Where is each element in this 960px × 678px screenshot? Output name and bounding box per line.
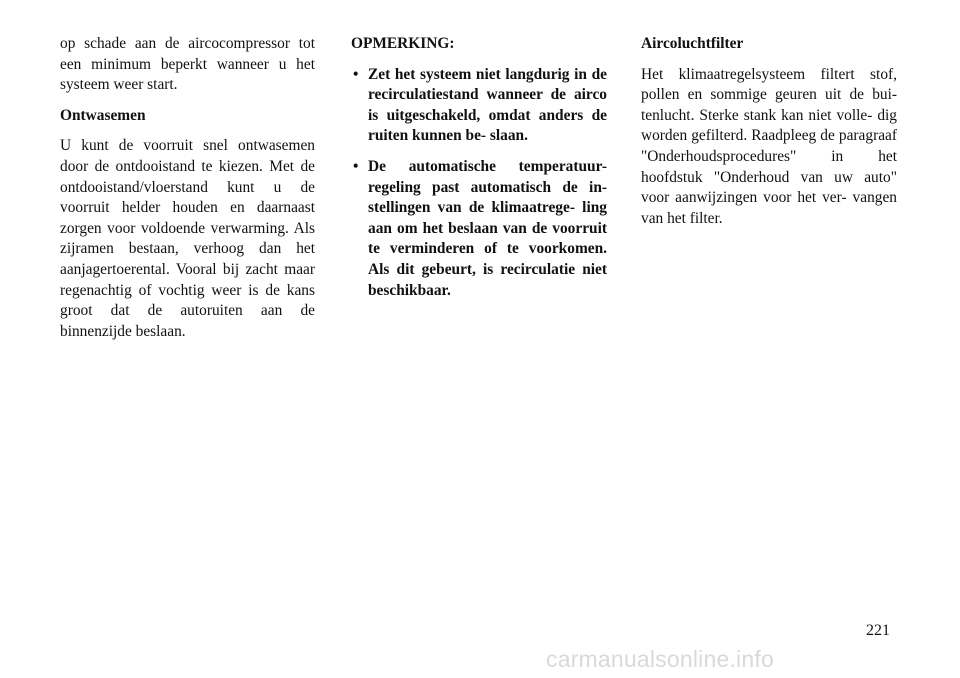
note-item-text: Zet het systeem niet langdurig in de recirculatiestand wanneer de airco is uitgeschakeld, omdat anders de ruiten kunnen be- slaan. (368, 65, 607, 145)
note-list (351, 65, 607, 302)
note-item-text: De automatische temperatuur- regeling past automatisch de in- stellingen van de klimaatrege- ling aan om het beslaan van de voorruit te verminderen of te voorkomen. Als dit gebeurt, is recirculatie niet beschikbaar. (368, 157, 607, 299)
page-number: 221 (866, 622, 890, 639)
section-heading-ontwasemen: Ontwasemen (60, 106, 146, 124)
intro-paragraph: op schade aan de aircocompressor tot een minimum beperkt wanneer u het systeem weer start. (60, 35, 315, 94)
section-heading-aircoluchtfilter: Aircoluchtfilter (641, 35, 744, 52)
column-right (641, 34, 897, 239)
note-item (351, 65, 607, 147)
note-item (351, 157, 607, 301)
ontwasemen-paragraph: U kunt de voorruit snel ontwasemen door de ontdooistand te kiezen. Met de ontdooistand/vloerstand kunt u de voorruit helder houden en daarnaast zorgen voor voldoende verwarming. Als zijramen bestaan, verhoog dan het aanjagertoerental. Vooral bij zacht maar regenachtig of vochtig weer is de kans groot dat de autoruiten aan de binnenzijde beslaan. (60, 137, 315, 340)
bullet-icon: • (353, 157, 359, 175)
column-left (60, 34, 315, 352)
note-heading: OPMERKING: (351, 35, 455, 52)
aircoluchtfilter-paragraph: Het klimaatregelsysteem filtert stof, pollen en sommige geuren uit de bui- tenlucht. Sterke stank kan niet volle- dig worden gefilterd. Raadpleeg de paragraaf "Onderhoudsprocedures" in het hoofdstuk "Onderhoud van uw auto" voor aanwijzingen voor het ver- vangen van het filter. (641, 65, 897, 227)
watermark: carmanualsonline.info (546, 646, 774, 672)
bullet-icon: • (353, 65, 359, 83)
column-middle (351, 34, 607, 311)
